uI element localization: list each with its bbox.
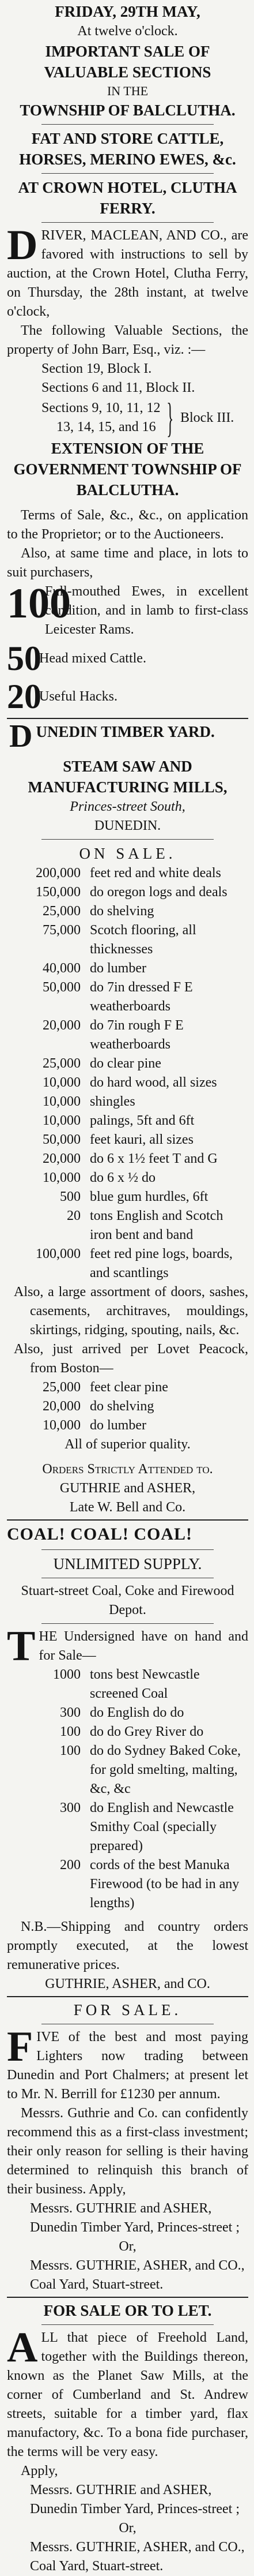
firm-name: GUTHRIE, ASHER, and CO. bbox=[45, 1976, 210, 1991]
list-row bbox=[7, 1245, 248, 1283]
extension-title: EXTENSION OF THE GOVERNMENT TOWNSHIP OF BALCLUTHA. bbox=[13, 440, 242, 499]
firm-predecessor: Late W. Bell and Co. bbox=[69, 1500, 186, 1515]
list-row bbox=[7, 1207, 248, 1245]
row-description: do do Sydney Baked Coke, for gold smelting, malting, &c, &c bbox=[90, 1743, 241, 1796]
contact-address: Messrs. GUTHRIE, ASHER, and CO., Coal Yard, Stuart-street. bbox=[30, 2258, 245, 2292]
terms-text: Terms of Sale, &c., &c., on application to the Proprietor; or to the Auctioneers. bbox=[7, 508, 248, 542]
sale-body bbox=[7, 222, 248, 321]
row-quantity: 10,000 bbox=[43, 1113, 81, 1128]
coal-ad bbox=[7, 1523, 248, 1994]
list-row bbox=[7, 1073, 248, 1092]
row-quantity: 100 bbox=[60, 1743, 81, 1758]
firm-name: GUTHRIE and ASHER, bbox=[59, 1481, 196, 1496]
list-row bbox=[7, 1703, 248, 1723]
lot-number: 100 bbox=[7, 580, 71, 627]
list-row bbox=[7, 1799, 248, 1856]
unlimited-supply: UNLIMITED SUPPLY. bbox=[53, 1555, 202, 1572]
drop-cap: D bbox=[9, 718, 33, 754]
list-row bbox=[7, 1742, 248, 1799]
row-description: feet red pine logs, boards, and scantlings bbox=[90, 1246, 233, 1280]
sawmill-body-text: LL that piece of Freehold Land, together with the Buildings thereon, known as the Planet Saw Mills, at the corner of Cumberland and St. Andrew streets, suitable for a timber yard, flax manufactory, &c. To a bona fide purchaser, the terms will be very easy. bbox=[7, 2330, 248, 2459]
list-row bbox=[7, 1397, 248, 1416]
lot-ewes bbox=[7, 582, 248, 639]
apply-text: Apply, bbox=[21, 2463, 58, 2478]
sections-intro: The following Valuable Sections, the property of John Barr, Esq., viz. :— bbox=[7, 323, 248, 357]
section-rule bbox=[7, 1996, 248, 1997]
list-row bbox=[7, 1856, 248, 1913]
section-group-lines bbox=[41, 399, 160, 437]
divider bbox=[41, 1549, 214, 1550]
row-description: do do Grey River do bbox=[90, 1724, 204, 1739]
sawmill-body bbox=[7, 2324, 248, 2462]
timber-heading bbox=[7, 718, 248, 754]
divider bbox=[41, 124, 214, 125]
lot-number: 20 bbox=[7, 677, 41, 716]
list-row bbox=[7, 864, 248, 883]
on-sale-heading: ON SALE. bbox=[79, 845, 176, 862]
depot-name: Stuart-street Coal, Coke and Firewood Depot. bbox=[21, 1583, 234, 1618]
row-quantity: 20,000 bbox=[43, 1399, 81, 1414]
coal-banner: COAL! COAL! COAL! bbox=[7, 1525, 192, 1544]
row-description: do 7in dressed F E weatherboards bbox=[90, 980, 193, 1014]
row-quantity: 50,000 bbox=[43, 980, 81, 995]
row-description: do English and Newcastle Smithy Coal (specially prepared) bbox=[90, 1800, 234, 1854]
lot-description: Useful Hacks. bbox=[39, 688, 117, 704]
row-description: do shelving bbox=[90, 904, 154, 919]
row-quantity: 150,000 bbox=[36, 885, 81, 900]
address-city: DUNEDIN. bbox=[94, 818, 161, 833]
lot-number: 50 bbox=[7, 639, 41, 677]
row-quantity: 10,000 bbox=[43, 1075, 81, 1090]
row-description: do English do do bbox=[90, 1705, 184, 1720]
section-line: Sections 6 and 11, Block II. bbox=[41, 380, 195, 395]
lot-description: Head mixed Cattle. bbox=[39, 650, 146, 666]
shipping-note: N.B.—Shipping and country orders promptly executed, at the lowest remunerative prices. bbox=[7, 1919, 248, 1972]
row-quantity: 75,000 bbox=[43, 923, 81, 938]
row-quantity: 1000 bbox=[53, 1667, 81, 1682]
list-row bbox=[7, 1016, 248, 1054]
drop-cap: D bbox=[7, 222, 38, 269]
contact-address: Messrs. GUTHRIE and ASHER, Dunedin Timber Yard, Princes-street ; bbox=[30, 2201, 240, 2235]
list-row bbox=[7, 1378, 248, 1397]
list-row bbox=[7, 902, 248, 921]
row-quantity: 10,000 bbox=[43, 1418, 81, 1433]
row-quantity: 200,000 bbox=[36, 866, 81, 881]
contact-address: Messrs. GUTHRIE, ASHER, and CO., Coal Yard, Stuart-street. bbox=[30, 2540, 245, 2574]
lighters-body-text: IVE of the best and most paying Lighters now trading between Dunedin and Port Chalmers; at present let to Mr. N. Berrill for £1230 per annum. bbox=[7, 2030, 248, 2102]
section-block: Block III. bbox=[180, 410, 234, 425]
row-description: do 6 x ½ do bbox=[90, 1170, 156, 1185]
row-quantity: 20,000 bbox=[43, 1151, 81, 1166]
section-rule bbox=[7, 2297, 248, 2298]
divider bbox=[41, 2324, 214, 2325]
quality-note: All of superior quality. bbox=[65, 1437, 191, 1452]
row-quantity: 300 bbox=[60, 1800, 81, 1815]
or-text: Or, bbox=[119, 2239, 137, 2254]
row-description: Scotch flooring, all thicknesses bbox=[90, 923, 196, 957]
coal-intro-text: HE Undersigned have on hand and for Sale— bbox=[39, 1629, 248, 1663]
list-row bbox=[7, 1416, 248, 1435]
lot-hacks bbox=[7, 677, 248, 716]
section-line: Sections 9, 10, 11, 12 bbox=[41, 400, 161, 415]
sale-title: IMPORTANT SALE OF VALUABLE SECTIONS bbox=[44, 43, 211, 81]
timber-yard-ad bbox=[7, 718, 248, 1517]
row-description: tons best Newcastle screened Coal bbox=[90, 1667, 200, 1701]
lighters-ad bbox=[7, 2000, 248, 2294]
row-description: do lumber bbox=[90, 961, 146, 976]
timber-list-arrival bbox=[7, 1378, 248, 1435]
row-description: do oregon logs and deals bbox=[90, 885, 228, 900]
for-sale-heading: FOR SALE. bbox=[73, 2001, 182, 2019]
mills-title: STEAM SAW AND MANUFACTURING MILLS, bbox=[28, 758, 228, 796]
list-row bbox=[7, 921, 248, 959]
list-row bbox=[7, 1130, 248, 1150]
row-quantity: 25,000 bbox=[43, 1380, 81, 1395]
row-quantity: 20 bbox=[67, 1208, 81, 1223]
list-row bbox=[7, 883, 248, 902]
sawmill-ad bbox=[7, 2300, 248, 2576]
township-title: TOWNSHIP OF BALCLUTHA. bbox=[20, 102, 236, 119]
row-description: cords of the best Manuka Firewood (to be had in any lengths) bbox=[90, 1858, 240, 1911]
row-quantity: 20,000 bbox=[43, 1018, 81, 1033]
divider bbox=[41, 839, 214, 840]
divider bbox=[41, 222, 214, 223]
drop-cap: T bbox=[7, 1623, 36, 1670]
hotel-title: AT CROWN HOTEL, CLUTHA FERRY. bbox=[18, 179, 237, 217]
lighters-reason: Messrs. Guthrie and Co. can confidently recommend this as a first-class investment; their only reason for selling is their having determined to relinquish this branch of their business. Apply, bbox=[7, 2106, 248, 2197]
coal-intro bbox=[7, 1623, 248, 1670]
row-quantity: 100,000 bbox=[36, 1246, 81, 1261]
row-quantity: 40,000 bbox=[43, 961, 81, 976]
list-row bbox=[7, 1188, 248, 1207]
row-description: tons English and Scotch iron bent and band bbox=[90, 1208, 223, 1242]
section-rule bbox=[7, 718, 248, 719]
row-quantity: 25,000 bbox=[43, 1056, 81, 1071]
list-row bbox=[7, 959, 248, 978]
row-quantity: 100 bbox=[60, 1724, 81, 1739]
row-quantity: 10,000 bbox=[43, 1094, 81, 1109]
section-line: Section 19, Block I. bbox=[41, 361, 152, 376]
list-row bbox=[7, 1054, 248, 1073]
row-description: do shelving bbox=[90, 1399, 154, 1414]
sale-time: At twelve o'clock. bbox=[77, 24, 178, 39]
row-description: feet clear pine bbox=[90, 1380, 168, 1395]
drop-cap: F bbox=[7, 2023, 33, 2070]
arrival-text: Also, just arrived per Lovet Peacock, from Boston— bbox=[14, 1342, 248, 1376]
list-row bbox=[7, 1092, 248, 1111]
section-group bbox=[7, 395, 248, 441]
section-line: 13, 14, 15, and 16 bbox=[56, 420, 156, 435]
lighters-body bbox=[7, 2023, 248, 2104]
lot-description: Full-mouthed Ewes, in excellent condition, and in lamb to first-class Leicester Rams. bbox=[45, 584, 248, 637]
in-the: IN THE bbox=[107, 84, 149, 98]
list-row bbox=[7, 1169, 248, 1188]
row-description: palings, 5ft and 6ft bbox=[90, 1113, 195, 1128]
section-rule bbox=[7, 1519, 248, 1521]
row-description: feet kauri, all sizes bbox=[90, 1132, 194, 1147]
for-let-heading: FOR SALE OR TO LET. bbox=[43, 2302, 212, 2319]
sale-body-text: RIVER, MACLEAN, AND CO., are favored with instructions to sell by auction, at the Crown Hotel, Clutha Ferry, on Thursday, the 28th instant, at twelve o'clock, bbox=[7, 228, 248, 319]
row-quantity: 25,000 bbox=[43, 904, 81, 919]
row-description: do 6 x 1½ feet T and G bbox=[90, 1151, 218, 1166]
row-description: shingles bbox=[90, 1094, 135, 1109]
row-quantity: 50,000 bbox=[43, 1132, 81, 1147]
divider bbox=[41, 173, 214, 174]
list-row bbox=[7, 1111, 248, 1130]
row-description: do hard wood, all sizes bbox=[90, 1075, 217, 1090]
also-text: Also, at same time and place, in lots to suit purchasers, bbox=[7, 546, 248, 580]
row-description: do clear pine bbox=[90, 1056, 161, 1071]
stock-title: FAT AND STORE CATTLE, HORSES, MERINO EWES, &c. bbox=[19, 130, 236, 168]
or-text: Or, bbox=[119, 2521, 137, 2536]
assortment-text: Also, a large assortment of doors, sashes, casements, architraves, mouldings, skirtings, ridging, spouting, nails, &c. bbox=[14, 1285, 248, 1338]
timber-heading-rest: UNEDIN TIMBER YARD. bbox=[36, 723, 215, 740]
row-description: feet red and white deals bbox=[90, 866, 221, 881]
brace-glyph: } bbox=[166, 395, 174, 441]
balclutha-sale-ad bbox=[7, 0, 248, 716]
row-quantity: 300 bbox=[60, 1705, 81, 1720]
coal-list bbox=[7, 1665, 248, 1913]
list-row bbox=[7, 978, 248, 1016]
row-description: do 7in rough F E weatherboards bbox=[90, 1018, 184, 1052]
list-row bbox=[7, 1723, 248, 1742]
row-quantity: 200 bbox=[60, 1858, 81, 1873]
timber-list bbox=[7, 864, 248, 1283]
list-row bbox=[7, 1665, 248, 1703]
row-description: blue gum hurdles, 6ft bbox=[90, 1189, 208, 1204]
row-description: do lumber bbox=[90, 1418, 146, 1433]
row-quantity: 500 bbox=[60, 1189, 81, 1204]
list-row bbox=[7, 1150, 248, 1169]
drop-cap: A bbox=[7, 2324, 38, 2371]
lot-cattle bbox=[7, 639, 248, 677]
address-street: Princes-street South, bbox=[70, 799, 185, 814]
row-quantity: 10,000 bbox=[43, 1170, 81, 1185]
divider bbox=[41, 1623, 214, 1624]
dateline: FRIDAY, 29TH MAY, bbox=[55, 3, 200, 20]
contact-address: Messrs. GUTHRIE and ASHER, Dunedin Timber Yard, Princes-street ; bbox=[30, 2483, 240, 2517]
orders-note: Orders Strictly Attended to. bbox=[42, 1462, 213, 1477]
